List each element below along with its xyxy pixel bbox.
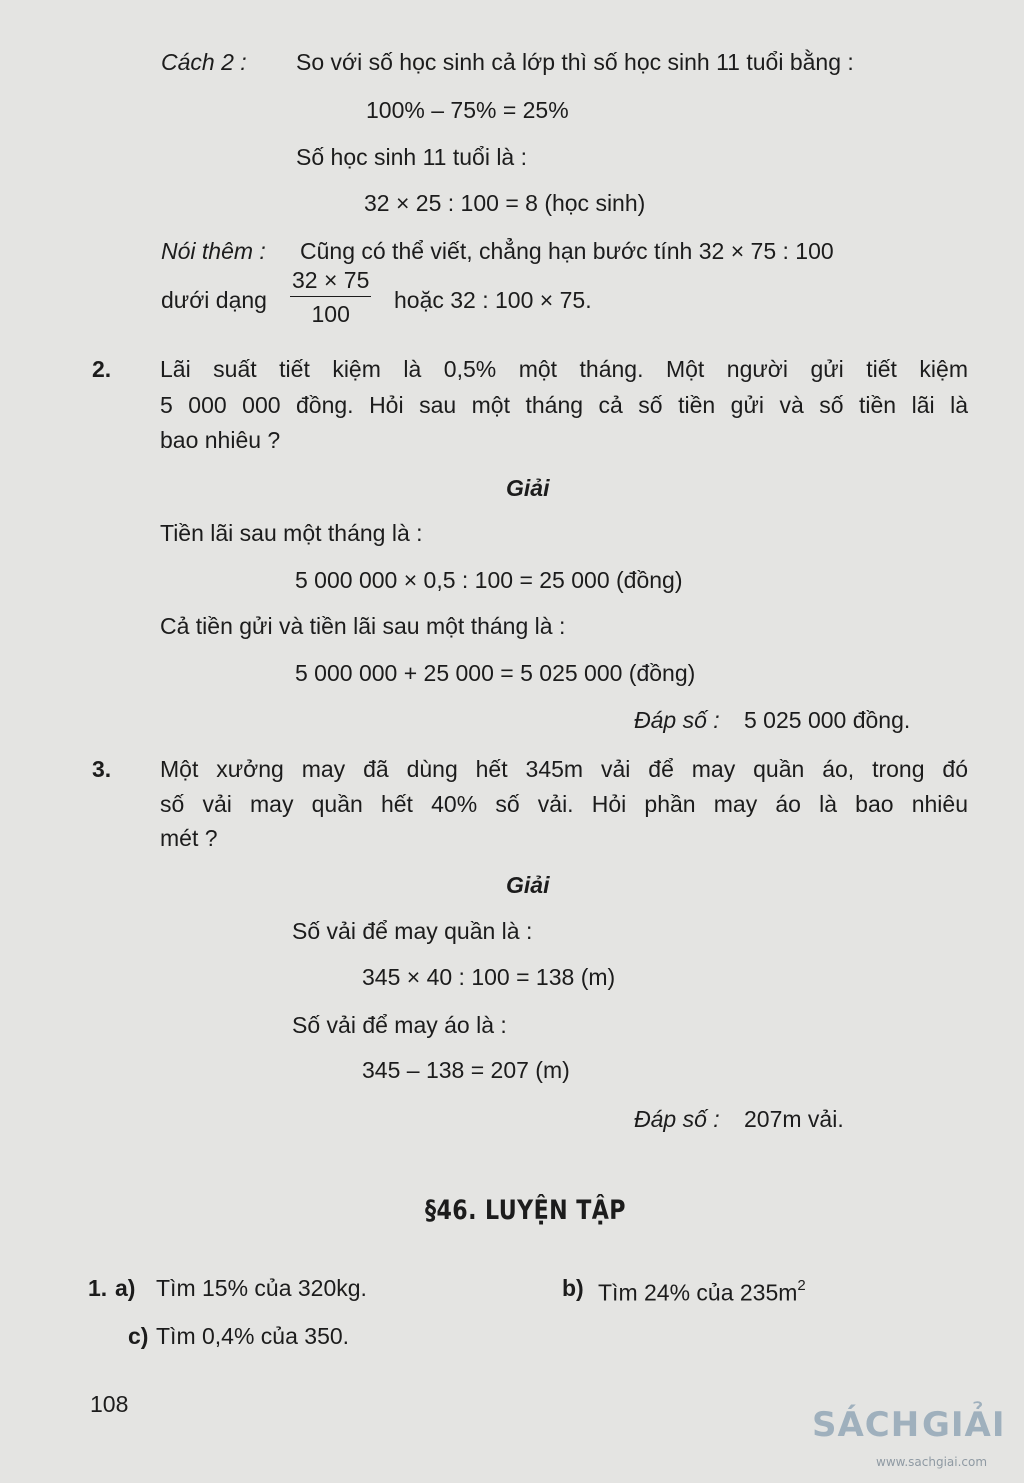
exercise-1c-label: c) <box>128 1323 149 1349</box>
problem-2-step-2: Cả tiền gửi và tiền lãi sau một tháng là : <box>160 613 566 639</box>
exercise-1b-label: b) <box>562 1275 584 1301</box>
watermark-brand-left: SÁCH <box>812 1405 921 1445</box>
problem-2-calc-1: 5 000 000 × 0,5 : 100 = 25 000 (đồng) <box>295 567 683 593</box>
problem-2-line-2: 5 000 000 đồng. Hỏi sau một tháng cả số tiền gửi và số tiền lãi là <box>160 392 968 418</box>
exercise-1-number: 1. <box>88 1275 108 1301</box>
noi-them-label: Nói thêm : <box>161 238 266 264</box>
statement-so-hoc-sinh: Số học sinh 11 tuổi là : <box>296 144 527 170</box>
cach2-label: Cách 2 : <box>161 49 247 75</box>
watermark-url: www.sachgiai.com <box>876 1455 988 1469</box>
problem-2-answer-value: 5 025 000 đồng. <box>744 707 911 733</box>
problem-3-line-1: Một xưởng may đã dùng hết 345m vải để may quần áo, trong đó <box>160 756 968 782</box>
problem-3-number: 3. <box>92 756 112 782</box>
section-title: §46. LUYỆN TẬP <box>425 1195 626 1226</box>
problem-3-step-2: Số vải để may áo là : <box>292 1012 507 1038</box>
fraction-numerator: 32 × 75 <box>290 266 371 297</box>
cach2-text: So với số học sinh cả lớp thì số học sinh 11 tuổi bằng : <box>296 49 854 75</box>
page-number: 108 <box>90 1391 129 1417</box>
exercise-1b-main: Tìm 24% của 235m <box>598 1279 798 1306</box>
duoi-dang-text: dưới dạng <box>161 287 267 313</box>
problem-2-answer-label: Đáp số : <box>634 707 720 733</box>
noi-them-text: Cũng có thể viết, chẳng hạn bước tính 32 × 75 : 100 <box>300 238 834 264</box>
exercise-1a-label: a) <box>115 1275 136 1301</box>
exercise-1a-text: Tìm 15% của 320kg. <box>156 1275 367 1301</box>
calc-percent: 100% – 75% = 25% <box>366 97 569 123</box>
problem-3-solution-heading: Giải <box>506 872 550 898</box>
problem-3-line-3: mét ? <box>160 825 218 851</box>
fraction-denominator: 100 <box>311 301 350 327</box>
problem-2-line-3: bao nhiêu ? <box>160 427 281 453</box>
problem-3-step-1: Số vải để may quần là : <box>292 918 533 944</box>
calc-hoc-sinh: 32 × 25 : 100 = 8 (học sinh) <box>364 190 646 216</box>
problem-2-number: 2. <box>92 356 112 382</box>
problem-2-solution-heading: Giải <box>506 475 550 501</box>
problem-3-calc-2: 345 – 138 = 207 (m) <box>362 1057 570 1083</box>
watermark-brand-right: GIẢI <box>922 1405 1006 1445</box>
problem-2-calc-2: 5 000 000 + 25 000 = 5 025 000 (đồng) <box>295 660 696 686</box>
exercise-1b-superscript: 2 <box>797 1277 806 1294</box>
problem-3-line-2: số vải may quần hết 40% số vải. Hỏi phần may áo là bao nhiêu <box>160 791 968 817</box>
problem-2-line-1: Lãi suất tiết kiệm là 0,5% một tháng. Một người gửi tiết kiệm <box>160 356 968 382</box>
exercise-1c-text: Tìm 0,4% của 350. <box>156 1323 350 1349</box>
problem-3-answer-value: 207m vải. <box>744 1106 844 1132</box>
problem-3-calc-1: 345 × 40 : 100 = 138 (m) <box>362 964 616 990</box>
watermark-logo <box>806 1397 1016 1477</box>
problem-2-step-1: Tiền lãi sau một tháng là : <box>160 520 423 546</box>
exercise-1b-text <box>598 1273 806 1308</box>
hoac-text: hoặc 32 : 100 × 75. <box>394 287 592 313</box>
fraction <box>290 266 371 329</box>
problem-3-answer-label: Đáp số : <box>634 1106 720 1132</box>
